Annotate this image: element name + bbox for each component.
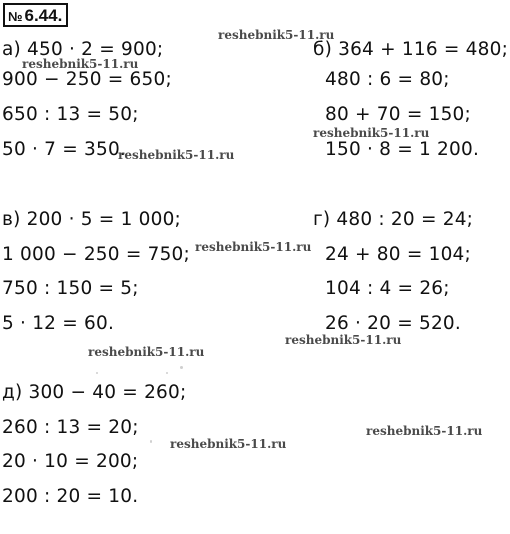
solution-b-line-2: 480 : 6 = 80;: [325, 69, 450, 90]
solution-b-line-3: 80 + 70 = 150;: [325, 104, 471, 125]
solution-d-line-2: 260 : 13 = 20;: [2, 417, 139, 438]
watermark: reshebnik5-11.ru: [195, 240, 312, 254]
solution-g-line-3: 104 : 4 = 26;: [325, 278, 450, 299]
solution-a-line-3: 650 : 13 = 50;: [2, 104, 139, 125]
watermark: reshebnik5-11.ru: [22, 57, 139, 71]
solution-v-line-4: 5 · 12 = 60.: [2, 313, 115, 334]
solution-d-line-3: 20 · 10 = 200;: [2, 451, 139, 472]
number-sign: №: [8, 9, 23, 24]
solution-d-line-4: 200 : 20 = 10.: [2, 486, 139, 507]
solution-v-line-3: 750 : 150 = 5;: [2, 278, 139, 299]
solution-g-line-1: г) 480 : 20 = 24;: [313, 209, 474, 230]
solution-v-line-2: 1 000 − 250 = 750;: [2, 244, 190, 265]
watermark: reshebnik5-11.ru: [170, 437, 287, 451]
watermark: reshebnik5-11.ru: [366, 424, 483, 438]
solution-v-line-1: в) 200 · 5 = 1 000;: [2, 209, 181, 230]
solution-g-line-4: 26 · 20 = 520.: [325, 313, 461, 334]
watermark: reshebnik5-11.ru: [218, 28, 335, 42]
watermark: reshebnik5-11.ru: [285, 333, 402, 347]
watermark: reshebnik5-11.ru: [313, 126, 430, 140]
problem-number-badge: [3, 3, 68, 27]
solution-g-line-2: 24 + 80 = 104;: [325, 244, 471, 265]
problem-number: 6.44.: [24, 6, 63, 25]
watermark: reshebnik5-11.ru: [88, 345, 205, 359]
solution-a-line-4: 50 · 7 = 350.: [2, 139, 127, 160]
solution-b-line-4: 150 · 8 = 1 200.: [325, 139, 480, 160]
solution-a-line-2: 900 − 250 = 650;: [2, 69, 172, 90]
solution-b-line-1: б) 364 + 116 = 480;: [313, 39, 508, 60]
scan-speck: [96, 372, 98, 374]
scan-speck: [150, 440, 152, 443]
solution-d-line-1: д) 300 − 40 = 260;: [2, 382, 187, 403]
watermark: reshebnik5-11.ru: [118, 148, 235, 162]
solution-a-line-1: а) 450 · 2 = 900;: [2, 39, 164, 60]
scan-speck: [166, 372, 168, 374]
scan-speck: [180, 366, 183, 369]
